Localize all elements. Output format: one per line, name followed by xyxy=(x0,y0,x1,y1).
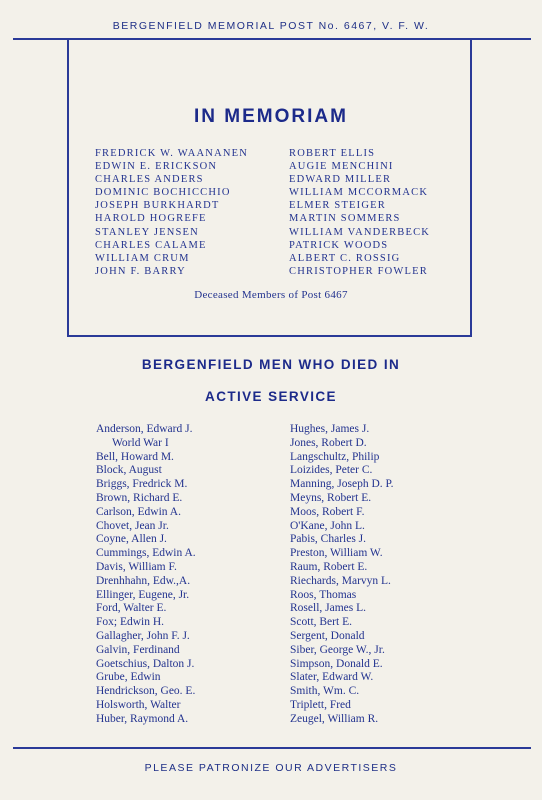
service-name: Coyne, Allen J. xyxy=(96,533,167,546)
section-divider xyxy=(67,335,472,337)
service-name: Pabis, Charles J. xyxy=(290,533,367,546)
service-name: Goetschius, Dalton J. xyxy=(96,657,195,670)
service-name: Smith, Wm. C. xyxy=(290,685,360,698)
service-name: Jones, Robert D. xyxy=(290,436,367,449)
service-name: Briggs, Fredrick M. xyxy=(96,478,188,491)
service-name: Carlson, Edwin A. xyxy=(96,505,181,518)
memoriam-name: AUGIE MENCHINI xyxy=(289,161,394,173)
memoriam-name: ALBERT C. ROSSIG xyxy=(289,252,401,264)
service-name: Preston, William W. xyxy=(290,547,383,560)
memoriam-name: JOHN F. BARRY xyxy=(95,265,186,277)
memoriam-name: WILLIAM VANDERBECK xyxy=(289,226,431,238)
service-name: Slater, Edward W. xyxy=(290,671,374,684)
service-name: Meyns, Robert E. xyxy=(290,491,372,504)
service-name: Hendrickson, Geo. E. xyxy=(96,685,196,698)
service-name: Riechards, Marvyn L. xyxy=(290,574,391,587)
service-name: Siber, George W., Jr. xyxy=(290,643,385,656)
memoriam-caption: Deceased Members of Post 6467 xyxy=(194,289,348,301)
service-name: Brown, Richard E. xyxy=(96,491,183,504)
service-name: Manning, Joseph D. P. xyxy=(290,478,394,491)
service-name: Sergent, Donald xyxy=(290,629,365,642)
memoriam-name: HAROLD HOGREFE xyxy=(95,213,207,225)
service-name: Grube, Edwin xyxy=(96,671,161,684)
service-name: Anderson, Edward J. xyxy=(96,423,193,435)
service-name: Raum, Robert E. xyxy=(290,560,368,573)
memoriam-name: ELMER STEIGER xyxy=(289,200,386,212)
service-name: Simpson, Donald E. xyxy=(290,657,383,670)
service-name: Drenhhahn, Edw.,A. xyxy=(96,574,191,587)
memoriam-name: ROBERT ELLIS xyxy=(289,148,376,159)
service-name: Galvin, Ferdinand xyxy=(96,643,180,656)
service-name: Holsworth, Walter xyxy=(96,698,181,711)
header-rule xyxy=(13,38,531,40)
service-name: Triplett, Fred xyxy=(290,698,351,711)
memoriam-name: CHRISTOPHER FOWLER xyxy=(289,265,428,277)
memoriam-name: WILLIAM CRUM xyxy=(95,252,190,264)
service-name: Cummings, Edwin A. xyxy=(96,547,196,560)
service-name: Gallagher, John F. J. xyxy=(96,629,190,642)
service-name: Davis, William F. xyxy=(96,560,177,573)
memoriam-left-column xyxy=(95,147,248,278)
memoriam-name: WILLIAM MCCORMACK xyxy=(289,187,429,199)
memoriam-name: DOMINIC BOCHICCHIO xyxy=(95,187,231,199)
memoriam-name: CHARLES ANDERS xyxy=(95,174,204,186)
memoriam-name: MARTIN SOMMERS xyxy=(289,213,401,225)
service-name: Scott, Bert E. xyxy=(290,616,352,629)
service-name: Ford, Walter E. xyxy=(96,602,167,615)
page-header: BERGENFIELD MEMORIAL POST No. 6467, V. F. W. xyxy=(112,20,430,32)
memoriam-name: STANLEY JENSEN xyxy=(95,226,199,238)
service-name: Langschultz, Philip xyxy=(290,450,380,463)
service-name: Block, August xyxy=(96,464,162,477)
service-name: Hughes, James J. xyxy=(290,423,370,435)
active-service-title-line2: ACTIVE SERVICE xyxy=(205,389,337,404)
service-name: Loizides, Peter C. xyxy=(290,464,373,477)
service-name: O'Kane, John L. xyxy=(290,519,365,532)
memoriam-right-column xyxy=(289,147,430,278)
service-name: Bell, Howard M. xyxy=(96,450,174,463)
footer-rule xyxy=(13,747,531,749)
active-service-title-line1: BERGENFIELD MEN WHO DIED IN xyxy=(141,357,401,372)
memoriam-title: IN MEMORIAM xyxy=(194,106,348,127)
service-name: Rosell, James L. xyxy=(290,602,367,615)
memoriam-name: CHARLES CALAME xyxy=(95,239,207,251)
memoriam-name: JOSEPH BURKHARDT xyxy=(95,200,220,212)
memoriam-name: EDWARD MILLER xyxy=(289,174,392,186)
page-footer: PLEASE PATRONIZE OUR ADVERTISERS xyxy=(144,762,398,774)
service-name: Chovet, Jean Jr. xyxy=(96,519,169,532)
memoriam-name: PATRICK WOODS xyxy=(289,239,389,251)
service-name: Fox; Edwin H. xyxy=(96,616,165,629)
service-note: World War I xyxy=(112,436,169,449)
active-service-left-column xyxy=(96,423,196,727)
memoriam-name: FREDRICK W. WAANANEN xyxy=(95,148,249,159)
service-name: Zeugel, William R. xyxy=(290,712,379,725)
active-service-right-column xyxy=(290,423,394,727)
service-name: Roos, Thomas xyxy=(290,588,357,601)
service-name: Moos, Robert F. xyxy=(290,505,365,518)
memoriam-name: EDWIN E. ERICKSON xyxy=(95,161,218,173)
service-name: Huber, Raymond A. xyxy=(96,712,189,725)
service-name: Ellinger, Eugene, Jr. xyxy=(96,588,190,601)
